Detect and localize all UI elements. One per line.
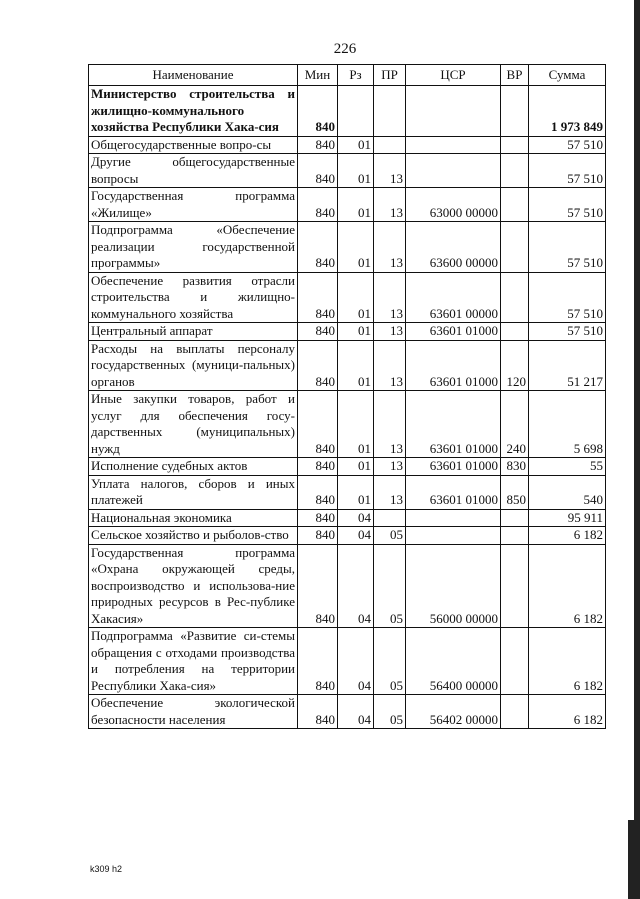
row-sum: 6 182: [529, 527, 606, 545]
row-min: 840: [298, 188, 338, 222]
table-row: [89, 136, 606, 154]
row-vr: 830: [501, 458, 529, 476]
row-vr: [501, 544, 529, 628]
row-vr: [501, 154, 529, 188]
table-row: [89, 475, 606, 509]
row-rz: [338, 86, 374, 137]
row-sum: 5 698: [529, 391, 606, 458]
row-rz: 01: [338, 154, 374, 188]
row-vr: [501, 323, 529, 341]
row-pr: 13: [374, 391, 406, 458]
row-pr: 13: [374, 458, 406, 476]
row-csr: [406, 136, 501, 154]
row-name: Государственная программа «Охрана окружающей среды, воспроизводство и использова-ние природных ресурсов в Рес-публике Хакасия»: [89, 544, 298, 628]
row-pr: 13: [374, 340, 406, 391]
row-csr: 63601 01000: [406, 458, 501, 476]
scan-edge: [634, 0, 640, 899]
row-vr: [501, 695, 529, 729]
row-pr: 13: [374, 188, 406, 222]
row-name: Министерство строительства и жилищно-коммунального хозяйства Республики Хака-сия: [89, 86, 298, 137]
row-vr: 120: [501, 340, 529, 391]
row-name: Исполнение судебных актов: [89, 458, 298, 476]
table-row: [89, 544, 606, 628]
row-sum: 540: [529, 475, 606, 509]
table-row: [89, 628, 606, 695]
row-pr: 05: [374, 527, 406, 545]
footer-code: k309 h2: [90, 864, 123, 874]
row-csr: 63601 01000: [406, 391, 501, 458]
row-min: 840: [298, 86, 338, 137]
row-csr: [406, 154, 501, 188]
row-min: 840: [298, 136, 338, 154]
row-name: Подпрограмма «Развитие си-стемы обращения с отходами производства и потребления на территории Республики Хака-сия»: [89, 628, 298, 695]
row-csr: 63601 01000: [406, 475, 501, 509]
row-name: Общегосударственные вопро-сы: [89, 136, 298, 154]
table-row: [89, 188, 606, 222]
row-vr: [501, 188, 529, 222]
row-min: 840: [298, 391, 338, 458]
row-rz: 01: [338, 391, 374, 458]
row-name: Уплата налогов, сборов и иных платежей: [89, 475, 298, 509]
row-csr: 56402 00000: [406, 695, 501, 729]
row-csr: 56000 00000: [406, 544, 501, 628]
row-csr: [406, 527, 501, 545]
row-rz: 01: [338, 272, 374, 323]
row-rz: 01: [338, 340, 374, 391]
row-name: Другие общегосударственные вопросы: [89, 154, 298, 188]
row-sum: 95 911: [529, 509, 606, 527]
row-vr: [501, 272, 529, 323]
row-vr: [501, 136, 529, 154]
row-min: 840: [298, 154, 338, 188]
row-min: 840: [298, 458, 338, 476]
table-row: [89, 222, 606, 273]
row-min: 840: [298, 544, 338, 628]
row-name: Сельское хозяйство и рыболов-ство: [89, 527, 298, 545]
table-row: [89, 695, 606, 729]
header-name: Наименование: [89, 65, 298, 86]
table-header-row: [89, 65, 606, 86]
row-name: Обеспечение развития отрасли строительства и жилищно-коммунального хозяйства: [89, 272, 298, 323]
row-pr: 13: [374, 154, 406, 188]
row-csr: 63000 00000: [406, 188, 501, 222]
row-csr: [406, 509, 501, 527]
row-min: 840: [298, 695, 338, 729]
header-vr: ВР: [501, 65, 529, 86]
row-sum: 51 217: [529, 340, 606, 391]
row-pr: 05: [374, 628, 406, 695]
budget-table: [88, 64, 606, 729]
row-name: Центральный аппарат: [89, 323, 298, 341]
header-sum: Сумма: [529, 65, 606, 86]
row-rz: 01: [338, 222, 374, 273]
row-min: 840: [298, 340, 338, 391]
row-csr: 63601 00000: [406, 272, 501, 323]
row-rz: 01: [338, 475, 374, 509]
row-pr: [374, 509, 406, 527]
row-vr: [501, 222, 529, 273]
row-min: 840: [298, 323, 338, 341]
table-row: [89, 154, 606, 188]
row-pr: 13: [374, 475, 406, 509]
header-pr: ПР: [374, 65, 406, 86]
row-rz: 01: [338, 188, 374, 222]
table-row: [89, 509, 606, 527]
row-rz: 01: [338, 458, 374, 476]
row-vr: [501, 509, 529, 527]
row-vr: [501, 86, 529, 137]
page-number: 226: [333, 41, 357, 57]
row-csr: 63601 01000: [406, 323, 501, 341]
row-sum: 6 182: [529, 628, 606, 695]
row-pr: 13: [374, 222, 406, 273]
row-name: Расходы на выплаты персоналу государственных (муници-пальных) органов: [89, 340, 298, 391]
row-pr: 05: [374, 544, 406, 628]
row-sum: 55: [529, 458, 606, 476]
row-vr: 850: [501, 475, 529, 509]
row-rz: 04: [338, 509, 374, 527]
row-min: 840: [298, 628, 338, 695]
table-row: [89, 391, 606, 458]
row-name: Государственная программа «Жилище»: [89, 188, 298, 222]
row-rz: 04: [338, 628, 374, 695]
row-vr: [501, 527, 529, 545]
row-csr: [406, 86, 501, 137]
row-pr: [374, 86, 406, 137]
row-name: Обеспечение экологической безопасности населения: [89, 695, 298, 729]
row-rz: 04: [338, 544, 374, 628]
header-csr: ЦСР: [406, 65, 501, 86]
row-min: 840: [298, 222, 338, 273]
row-name: Иные закупки товаров, работ и услуг для обеспечения госу-дарственных (муниципальных) нужд: [89, 391, 298, 458]
row-min: 840: [298, 272, 338, 323]
row-sum: 6 182: [529, 695, 606, 729]
row-sum: 6 182: [529, 544, 606, 628]
row-name: Национальная экономика: [89, 509, 298, 527]
row-csr: 63601 01000: [406, 340, 501, 391]
table-row: [89, 340, 606, 391]
row-rz: 04: [338, 527, 374, 545]
scan-edge-corner: [628, 820, 640, 899]
row-csr: 63600 00000: [406, 222, 501, 273]
row-sum: 57 510: [529, 136, 606, 154]
header-rz: Рз: [338, 65, 374, 86]
row-pr: 05: [374, 695, 406, 729]
row-min: 840: [298, 475, 338, 509]
row-name: Подпрограмма «Обеспечение реализации государственной программы»: [89, 222, 298, 273]
row-vr: [501, 628, 529, 695]
row-csr: 56400 00000: [406, 628, 501, 695]
table-row: [89, 527, 606, 545]
table-row: [89, 458, 606, 476]
header-min: Мин: [298, 65, 338, 86]
table-row: [89, 86, 606, 137]
row-rz: 01: [338, 136, 374, 154]
row-pr: 13: [374, 272, 406, 323]
row-vr: 240: [501, 391, 529, 458]
row-sum: 57 510: [529, 154, 606, 188]
row-pr: [374, 136, 406, 154]
row-min: 840: [298, 509, 338, 527]
row-rz: 01: [338, 323, 374, 341]
table-row: [89, 272, 606, 323]
row-sum: 57 510: [529, 188, 606, 222]
row-pr: 13: [374, 323, 406, 341]
table-row: [89, 323, 606, 341]
row-sum: 1 973 849: [529, 86, 606, 137]
row-sum: 57 510: [529, 272, 606, 323]
row-rz: 04: [338, 695, 374, 729]
row-sum: 57 510: [529, 323, 606, 341]
row-min: 840: [298, 527, 338, 545]
row-sum: 57 510: [529, 222, 606, 273]
